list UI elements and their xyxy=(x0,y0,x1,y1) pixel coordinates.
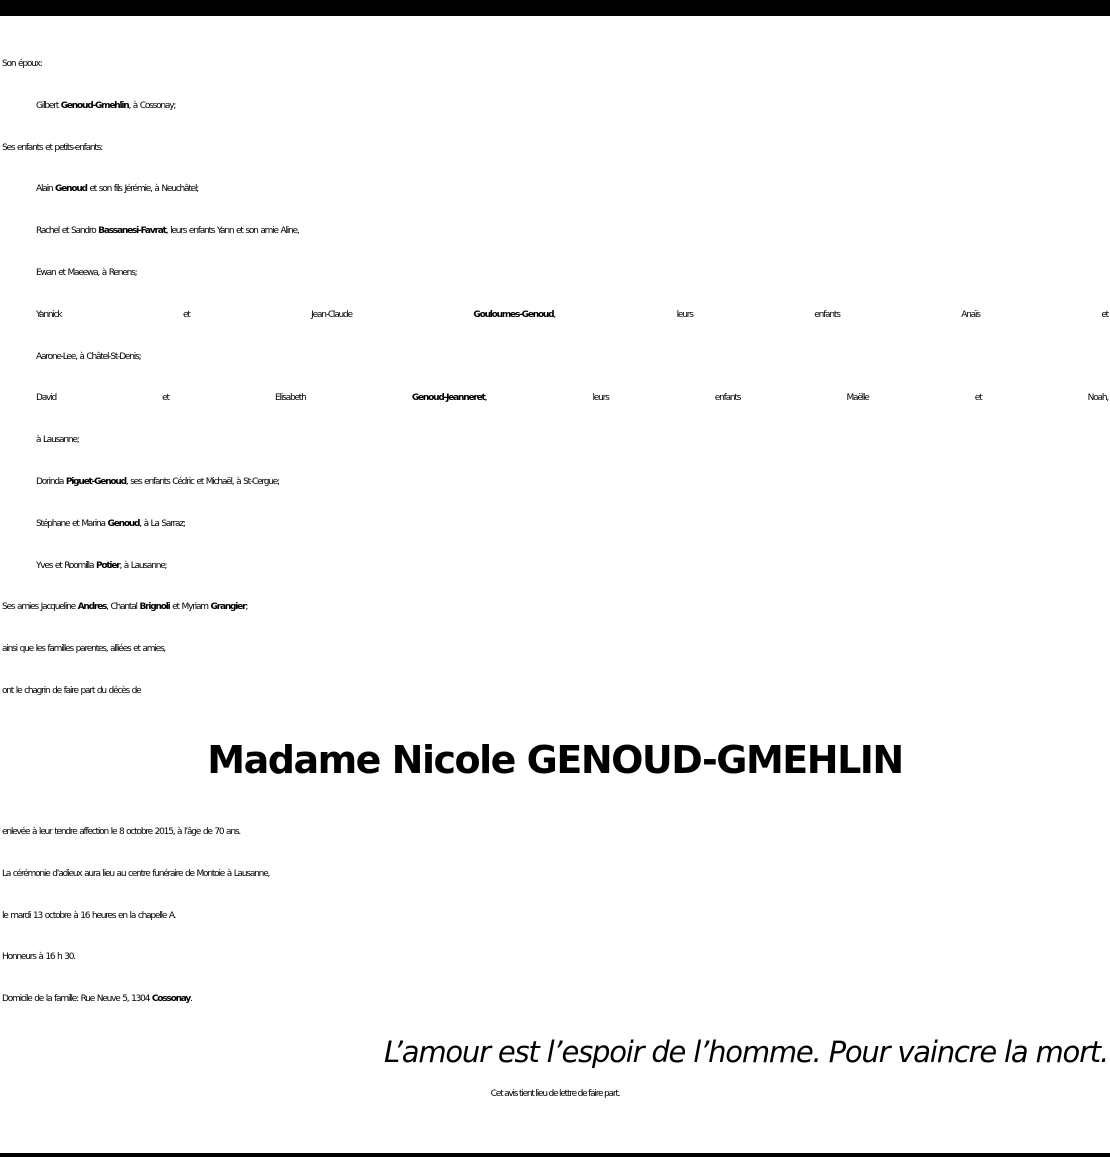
family-first: Stéphane et Marina xyxy=(36,518,108,529)
family-first: Alain xyxy=(36,184,56,195)
detail-line: le mardi 13 octobre à 16 heures en la chapelle A. xyxy=(2,910,176,921)
family-line xyxy=(2,378,1108,420)
family-surname: Genoud xyxy=(107,518,140,529)
closing-line: ont le chagrin de faire part du décès de xyxy=(2,685,141,696)
spouse-first-name: Gilbert xyxy=(36,100,61,111)
friends-line xyxy=(2,587,1108,629)
spouse-location: , à Cossonay; xyxy=(128,100,176,111)
quote-text: L’amour est l’espoir de l’homme. Pour vaincre la mort. xyxy=(383,1035,1108,1069)
family-surname: Genoud-Jeanneret xyxy=(411,393,485,404)
family-line xyxy=(2,169,1108,211)
family-rest: , leurs enfants Maëlle et Noah, xyxy=(484,393,1108,404)
friend-surname: Brignoli xyxy=(139,602,170,613)
family-line xyxy=(2,546,1108,588)
family-first: Rachel et Sandro xyxy=(36,226,99,237)
family-line-continuation: Aarone-Lee, à Châtel-St-Denis; xyxy=(36,351,141,362)
domicile-line xyxy=(2,979,1108,1021)
bottom-border-rule xyxy=(0,1153,1110,1157)
family-surname: Piguet-Genoud xyxy=(65,476,126,487)
family-rest: , leurs enfants Anaïs et xyxy=(553,309,1108,320)
family-surname: Bassanesi-Favrat xyxy=(98,226,166,237)
family-first: Dorinda xyxy=(36,476,66,487)
closing-line: ainsi que les familles parentes, alliées et amies, xyxy=(2,644,166,655)
family-surname: Gouloumes-Genoud xyxy=(473,309,554,320)
deceased-name-heading: Madame Nicole GENOUD-GMEHLIN xyxy=(207,738,903,782)
family-line xyxy=(2,504,1108,546)
spouse-line xyxy=(2,86,1108,128)
domicile-town: Cossonay xyxy=(151,994,191,1005)
announcement-body xyxy=(2,44,1108,713)
friends-text: Ses amies Jacqueline xyxy=(2,602,78,613)
detail-line: Honneurs à 16 h 30. xyxy=(2,952,75,963)
family-first: David et Elisabeth xyxy=(36,393,412,404)
family-line-continuation: Ewan et Maeewa, à Renens; xyxy=(36,267,137,278)
friend-surname: Grangier xyxy=(210,602,246,613)
family-line xyxy=(2,211,1108,253)
family-rest: et son fils Jérémie, à Neuchâtel; xyxy=(86,184,199,195)
family-first: Yannick et Jean-Claude xyxy=(36,309,474,320)
family-rest: , à Lausanne; xyxy=(119,560,167,571)
children-heading: Ses enfants et petits-enfants: xyxy=(2,142,103,153)
friends-text: ; xyxy=(245,602,248,613)
friends-text: et Myriam xyxy=(169,602,211,613)
family-rest: , ses enfants Cédric et Michaël, à St-Cergue; xyxy=(125,476,279,487)
family-surname: Genoud xyxy=(55,184,87,195)
family-surname: Potier xyxy=(95,560,120,571)
friends-text: , Chantal xyxy=(106,602,140,613)
family-rest: , à La Sarraz; xyxy=(139,518,185,529)
friend-surname: Andres xyxy=(77,602,107,613)
domicile-address: Domicile de la famille: Rue Neuve 5, 1304 xyxy=(2,994,152,1005)
family-first: Yves et Roomilla xyxy=(36,560,96,571)
details-body xyxy=(2,812,1108,1021)
notice-footnote: Cet avis tient lieu de lettre de faire part. xyxy=(490,1089,620,1099)
domicile-end: . xyxy=(190,994,192,1005)
family-rest: , leurs enfants Yann et son amie Aline, xyxy=(165,226,299,237)
top-border-rule xyxy=(0,0,1110,16)
spouse-last-name: Genoud-Gmehlin xyxy=(60,100,129,111)
detail-line: enlevée à leur tendre affection le 8 octobre 2015, à l’âge de 70 ans. xyxy=(2,827,241,837)
family-line xyxy=(2,295,1108,337)
detail-line: La cérémonie d’adieux aura lieu au centre funéraire de Montoie à Lausanne, xyxy=(2,868,270,879)
family-line-continuation: à Lausanne; xyxy=(36,435,79,446)
family-line xyxy=(2,462,1108,504)
spouse-heading: Son époux: xyxy=(2,59,42,69)
